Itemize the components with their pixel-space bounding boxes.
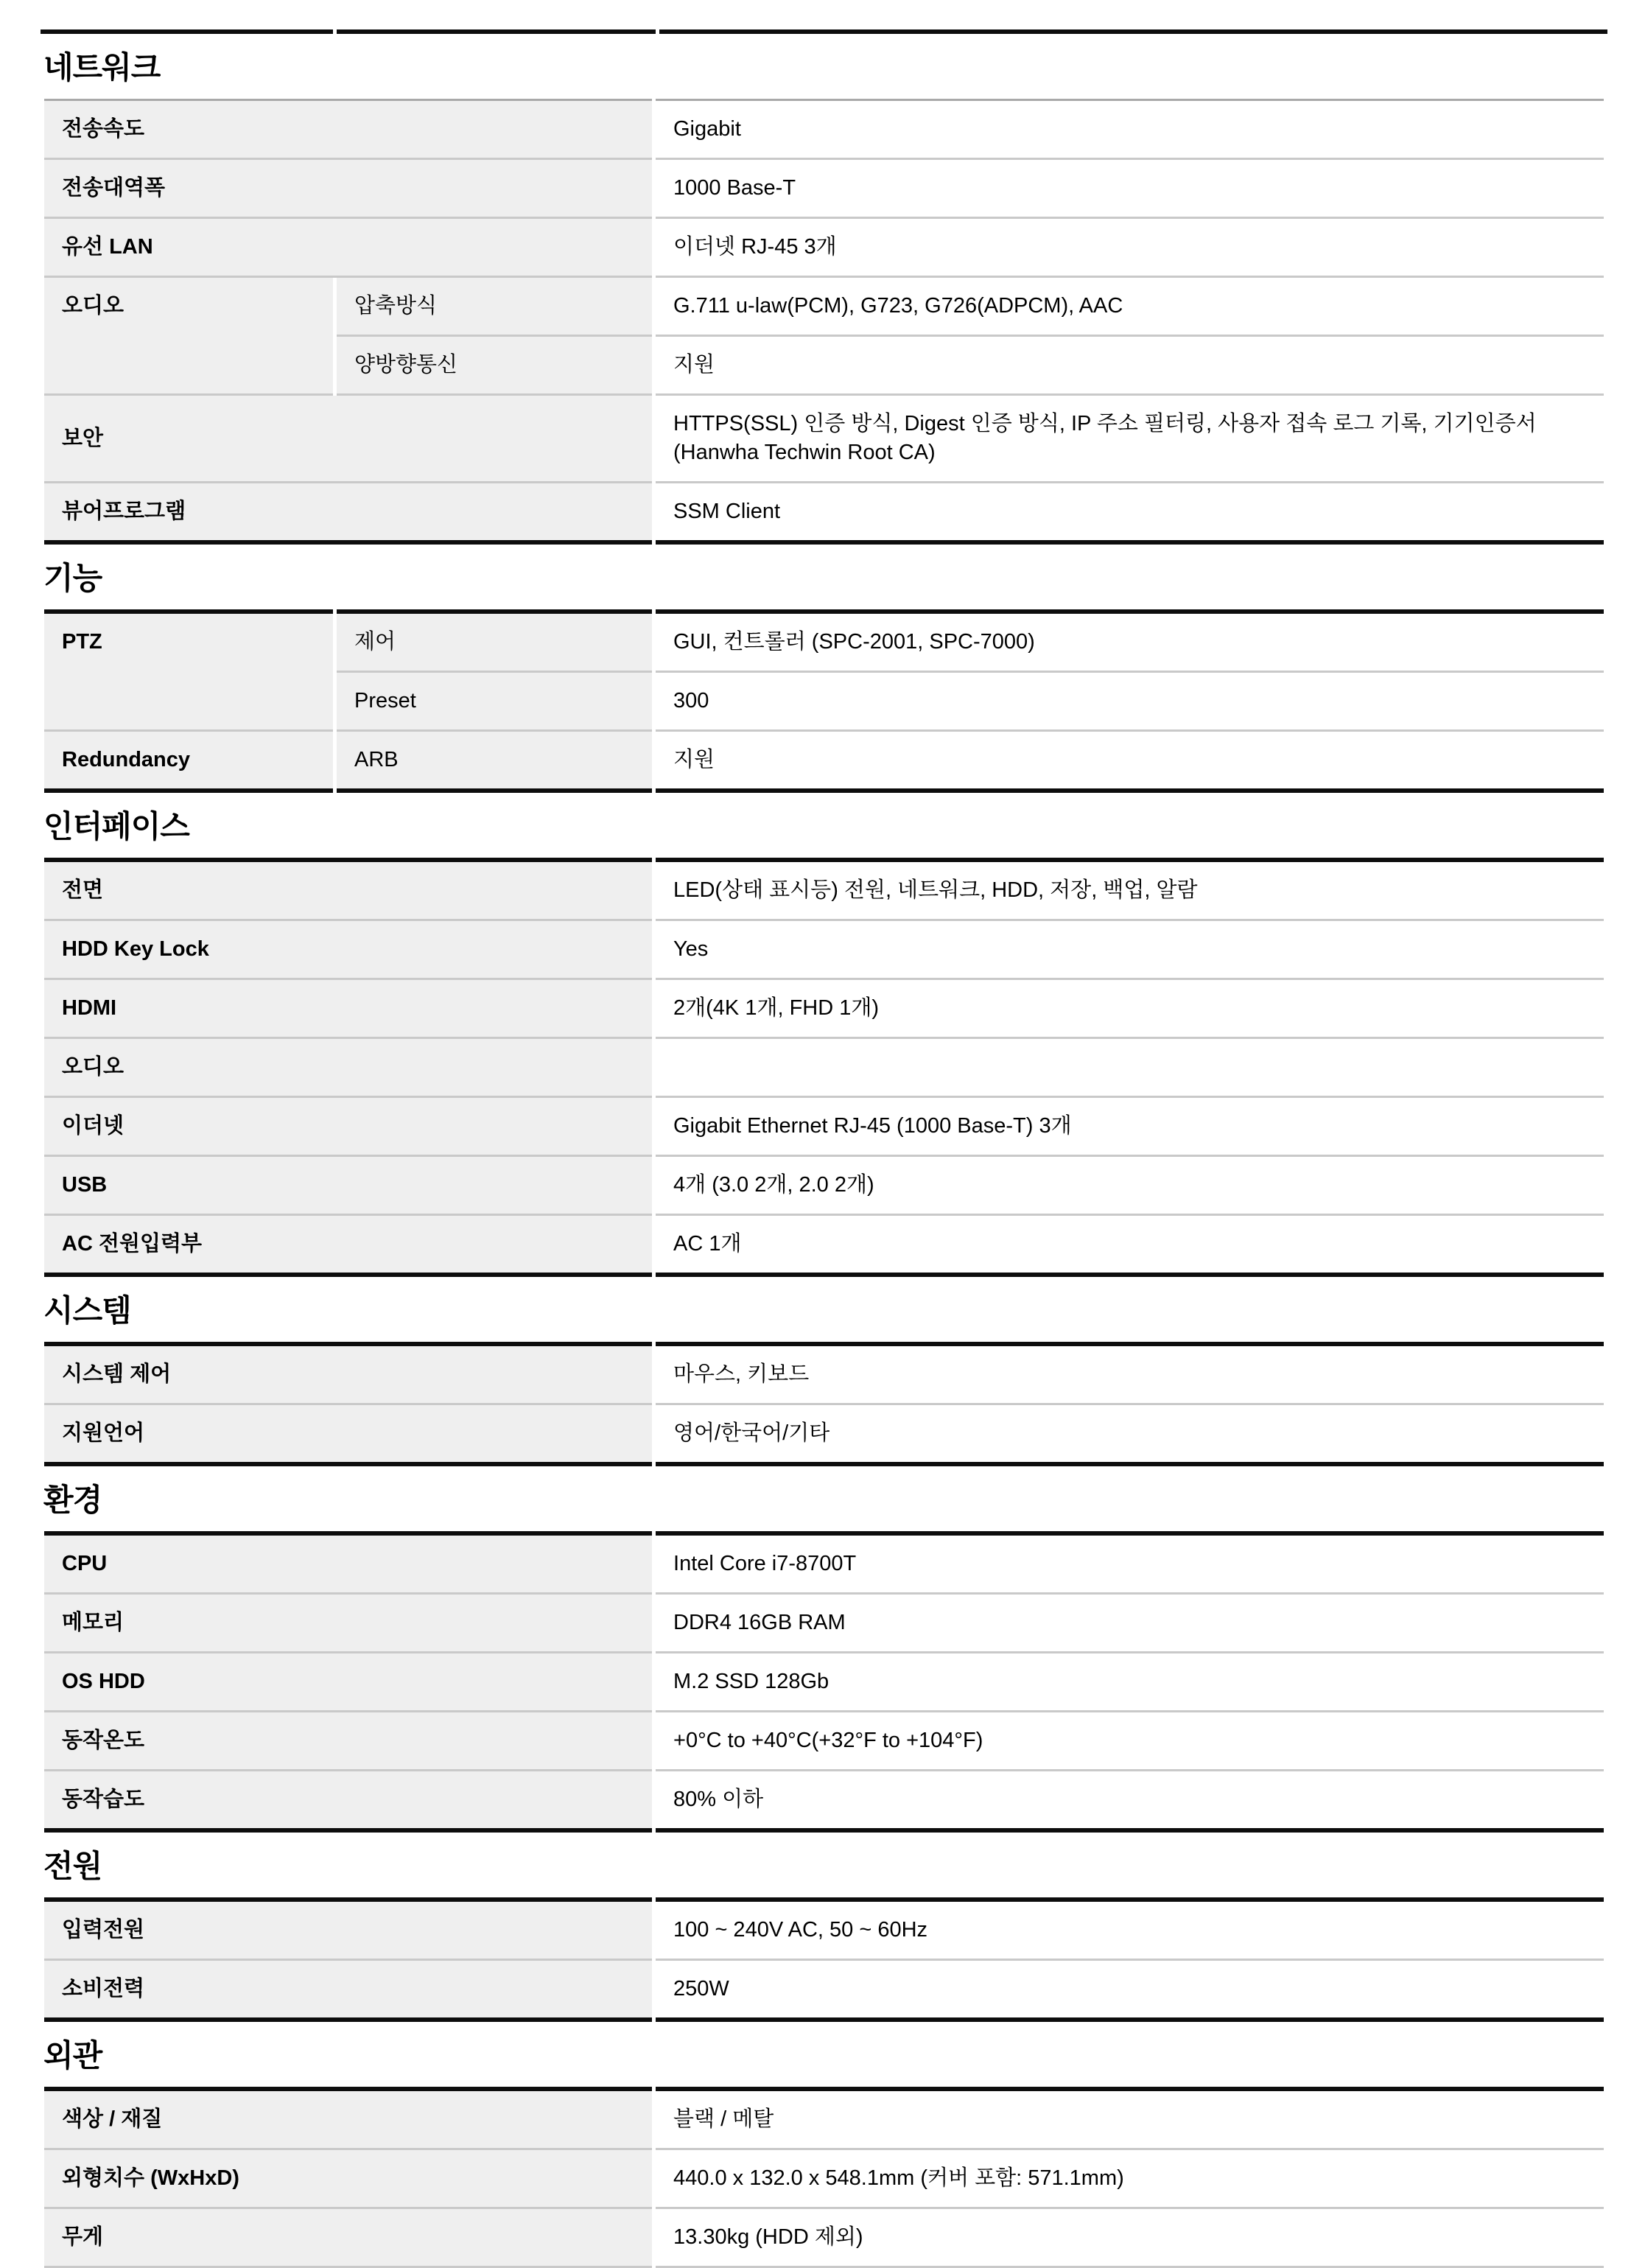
spec-value-cell: Yes [656,921,1604,980]
section-title: 인터페이스 [43,809,189,844]
spec-value-cell: 440.0 x 132.0 x 548.1mm (커버 포함: 571.1mm) [656,2150,1604,2209]
spec-label-cell: 색상 / 재질 [44,2087,652,2150]
spec-value-cell: HTTPS(SSL) 인증 방식, Digest 인증 방식, IP 주소 필터링, 사용자 접속 로그 기록, 기기인증서 (Hanwha Techwin Root CA) [656,396,1604,483]
spec-value-cell: 250W [656,1961,1604,2022]
spec-value-cell: 마우스, 키보드 [656,1342,1604,1405]
spec-value-cell: M.2 SSD 128Gb [656,1653,1604,1712]
spec-label-cell: HDD Key Lock [44,921,652,980]
spec-row [44,1897,1604,1961]
spec-section [41,1480,1607,1833]
spec-value-cell [656,1039,1604,1098]
top-divider-segment [659,29,1607,34]
spec-row [44,2209,1604,2268]
spec-value-cell: Gigabit [656,99,1604,160]
spec-row [44,980,1604,1039]
spec-label-cell: 보안 [44,396,652,483]
spec-section [41,806,1607,1277]
spec-sections [41,47,1607,2268]
spec-value-cell: 13.30kg (HDD 제외) [656,2209,1604,2268]
spec-label-cell: USB [44,1157,652,1216]
spec-table [41,99,1607,545]
spec-row [44,1405,1604,1466]
spec-row [44,160,1604,219]
spec-value-cell: 80% 이하 [656,1771,1604,1833]
spec-row [44,1039,1604,1098]
spec-value-cell: 4개 (3.0 2개, 2.0 2개) [656,1157,1604,1216]
spec-label-cell: 오디오 [44,278,333,396]
spec-value-cell: Intel Core i7-8700T [656,1531,1604,1595]
spec-label-cell: 입력전원 [44,1897,652,1961]
spec-value-cell: 영어/한국어/기타 [656,1405,1604,1466]
spec-row [44,2150,1604,2209]
spec-row [44,858,1604,921]
spec-label-cell: 외형치수 (WxHxD) [44,2150,652,2209]
spec-row [44,99,1604,160]
spec-label-cell: 동작온도 [44,1712,652,1771]
section-title: 전원 [43,1849,102,1883]
spec-value-cell: G.711 u-law(PCM), G723, G726(ADPCM), AAC [656,278,1604,337]
spec-row [44,1098,1604,1157]
spec-label-cell: AC 전원입력부 [44,1216,652,1277]
spec-label-cell: 유선 LAN [44,219,652,278]
section-title: 네트워크 [43,50,161,85]
top-divider [41,29,1607,34]
spec-row [44,278,1604,337]
spec-sublabel-cell: 압축방식 [337,278,652,337]
section-title: 기능 [43,561,102,595]
top-divider-segment [41,29,333,34]
spec-label-cell: 전송대역폭 [44,160,652,219]
spec-label-cell: 소비전력 [44,1961,652,2022]
spec-section [41,47,1607,545]
spec-value-cell: DDR4 16GB RAM [656,1595,1604,1653]
spec-value-cell: 블랙 / 메탈 [656,2087,1604,2150]
spec-sublabel-cell: ARB [337,732,652,793]
spec-row [44,732,1604,793]
spec-sublabel-cell: Preset [337,673,652,732]
spec-value-cell: 300 [656,673,1604,732]
spec-label-cell: 시스템 제어 [44,1342,652,1405]
spec-label-cell: Redundancy [44,732,333,793]
spec-value-cell: 1000 Base-T [656,160,1604,219]
spec-value-cell: GUI, 컨트롤러 (SPC-2001, SPC-7000) [656,609,1604,673]
spec-row [44,2087,1604,2150]
spec-value-cell: LED(상태 표시등) 전원, 네트워크, HDD, 저장, 백업, 알람 [656,858,1604,921]
spec-label-cell: 이더넷 [44,1098,652,1157]
spec-label-cell: 지원언어 [44,1405,652,1466]
spec-label-cell: CPU [44,1531,652,1595]
spec-label-cell: 메모리 [44,1595,652,1653]
spec-section [41,558,1607,793]
spec-row [44,1157,1604,1216]
spec-table [41,1531,1607,1833]
spec-section [41,1846,1607,2022]
section-title: 외관 [43,2038,102,2073]
spec-row [44,609,1604,673]
spec-label-cell: 동작습도 [44,1771,652,1833]
spec-table [41,2087,1607,2268]
spec-row [44,1595,1604,1653]
spec-value-cell: +0°C to +40°C(+32°F to +104°F) [656,1712,1604,1771]
spec-row [44,921,1604,980]
spec-label-cell: 뷰어프로그램 [44,483,652,545]
spec-value-cell: Gigabit Ethernet RJ-45 (1000 Base-T) 3개 [656,1098,1604,1157]
spec-row [44,1961,1604,2022]
spec-label-cell: OS HDD [44,1653,652,1712]
spec-value-cell: SSM Client [656,483,1604,545]
spec-row [44,219,1604,278]
spec-row [44,396,1604,483]
spec-section [41,2035,1607,2268]
spec-sublabel-cell: 양방향통신 [337,337,652,396]
spec-section [41,1290,1607,1466]
spec-value-cell: AC 1개 [656,1216,1604,1277]
section-title: 환경 [43,1483,102,1517]
spec-label-cell: 전면 [44,858,652,921]
spec-label-cell: 오디오 [44,1039,652,1098]
spec-sheet [41,0,1607,2268]
spec-label-cell: HDMI [44,980,652,1039]
spec-row [44,1216,1604,1277]
spec-row [44,1531,1604,1595]
spec-row [44,1342,1604,1405]
spec-label-cell: 무게 [44,2209,652,2268]
spec-sublabel-cell: 제어 [337,609,652,673]
spec-table [41,1342,1607,1466]
spec-value-cell: 지원 [656,337,1604,396]
spec-row [44,1771,1604,1833]
spec-table [41,1897,1607,2022]
top-divider-segment [337,29,656,34]
spec-row [44,483,1604,545]
spec-table [41,609,1607,793]
spec-value-cell: 지원 [656,732,1604,793]
spec-label-cell: 전송속도 [44,99,652,160]
spec-row [44,1712,1604,1771]
spec-table [41,858,1607,1277]
section-title: 시스템 [43,1293,131,1328]
spec-row [44,1653,1604,1712]
spec-value-cell: 100 ~ 240V AC, 50 ~ 60Hz [656,1897,1604,1961]
spec-value-cell: 이더넷 RJ-45 3개 [656,219,1604,278]
spec-value-cell: 2개(4K 1개, FHD 1개) [656,980,1604,1039]
spec-label-cell: PTZ [44,609,333,732]
